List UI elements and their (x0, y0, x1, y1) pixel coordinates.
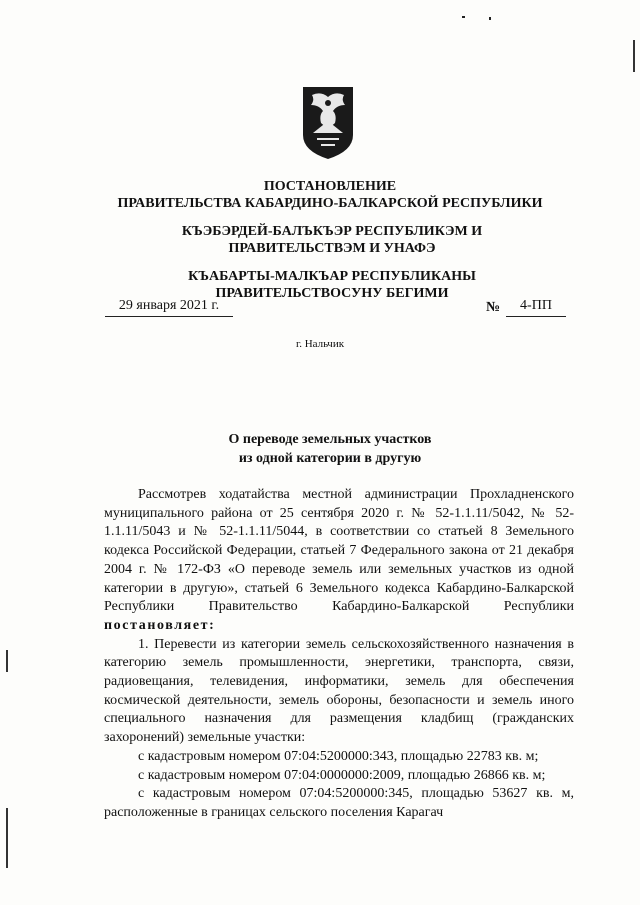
scan-edge-mark (633, 40, 635, 72)
decree-heading: ПОСТАНОВЛЕНИЕ (263, 179, 397, 194)
title-line-2: из одной категории в другую (238, 451, 422, 466)
document-date: 29 января 2021 г. (105, 298, 233, 317)
scan-edge-mark (6, 650, 8, 672)
government-krc-heading: КЪАБАРТЫ-МАЛКЪАР РЕСПУБЛИКАНЫ ПРАВИТЕЛЬСТВОСУНУ БЕГИМИ (188, 269, 476, 301)
coat-of-arms-emblem (299, 83, 357, 161)
number-sign: № (486, 300, 501, 315)
document-number: 4-ПП (506, 298, 566, 317)
parcel-3: с кадастровым номером 07:04:5200000:345, площадью 53627 кв. м, расположенные в границах сельского поселения Карагач (104, 786, 574, 820)
parcel-2: с кадастровым номером 07:04:0000000:2009, площадью 26866 кв. м; (138, 767, 546, 783)
intro-paragraph (104, 486, 574, 636)
parcel-1: с кадастровым номером 07:04:5200000:343, площадью 22783 кв. м; (138, 748, 539, 764)
resolves-word: постановляет: (104, 617, 216, 633)
title-line-1: О переводе земельных участков (228, 432, 432, 447)
scan-speck (489, 17, 491, 20)
city-name: г. Нальчик (295, 338, 345, 350)
government-kbd-heading: КЪЭБЭРДЕЙ-БАЛЪКЪЭР РЕСПУБЛИКЭМ И ПРАВИТЕЛЬСТВЭМ И УНАФЭ (181, 224, 483, 256)
government-ru-heading: ПРАВИТЕЛЬСТВА КАБАРДИНО-БАЛКАРСКОЙ РЕСПУБЛИКИ (117, 196, 543, 211)
item-1-paragraph: 1. Перевести из категории земель сельскохозяйственного назначения в категорию земель промышленности, энергетики, транспорта, связи, радиовещания, телевидения, информатики, земель для обеспечения космической деятельности, земель обороны, безопасности и земель иного специального назначения для размещения кладбищ (гражданских захоронений) земельные участки: (104, 636, 574, 746)
document-body (104, 486, 574, 823)
intro-text: Рассмотрев ходатайства местной администрации Прохладненского муниципального района от 25 сентября 2020 г. № 52-1.1.11/5042, № 52-1.1.11/5043 и № 52-1.1.11/5044, в соответствии со статьей 8 Земельного кодекса Российской Федерации, статьей 7 Федерального закона от 21 декабря 2004 г. № 172-ФЗ «О переводе земель или земельных участков из одной категории в другую», статьей 6 Земельного кодекса Кабардино-Балкарской Республики Правительство Кабардино-Балкарской Республики (104, 487, 574, 615)
scan-speck (462, 16, 465, 18)
scan-edge-mark (6, 808, 8, 868)
